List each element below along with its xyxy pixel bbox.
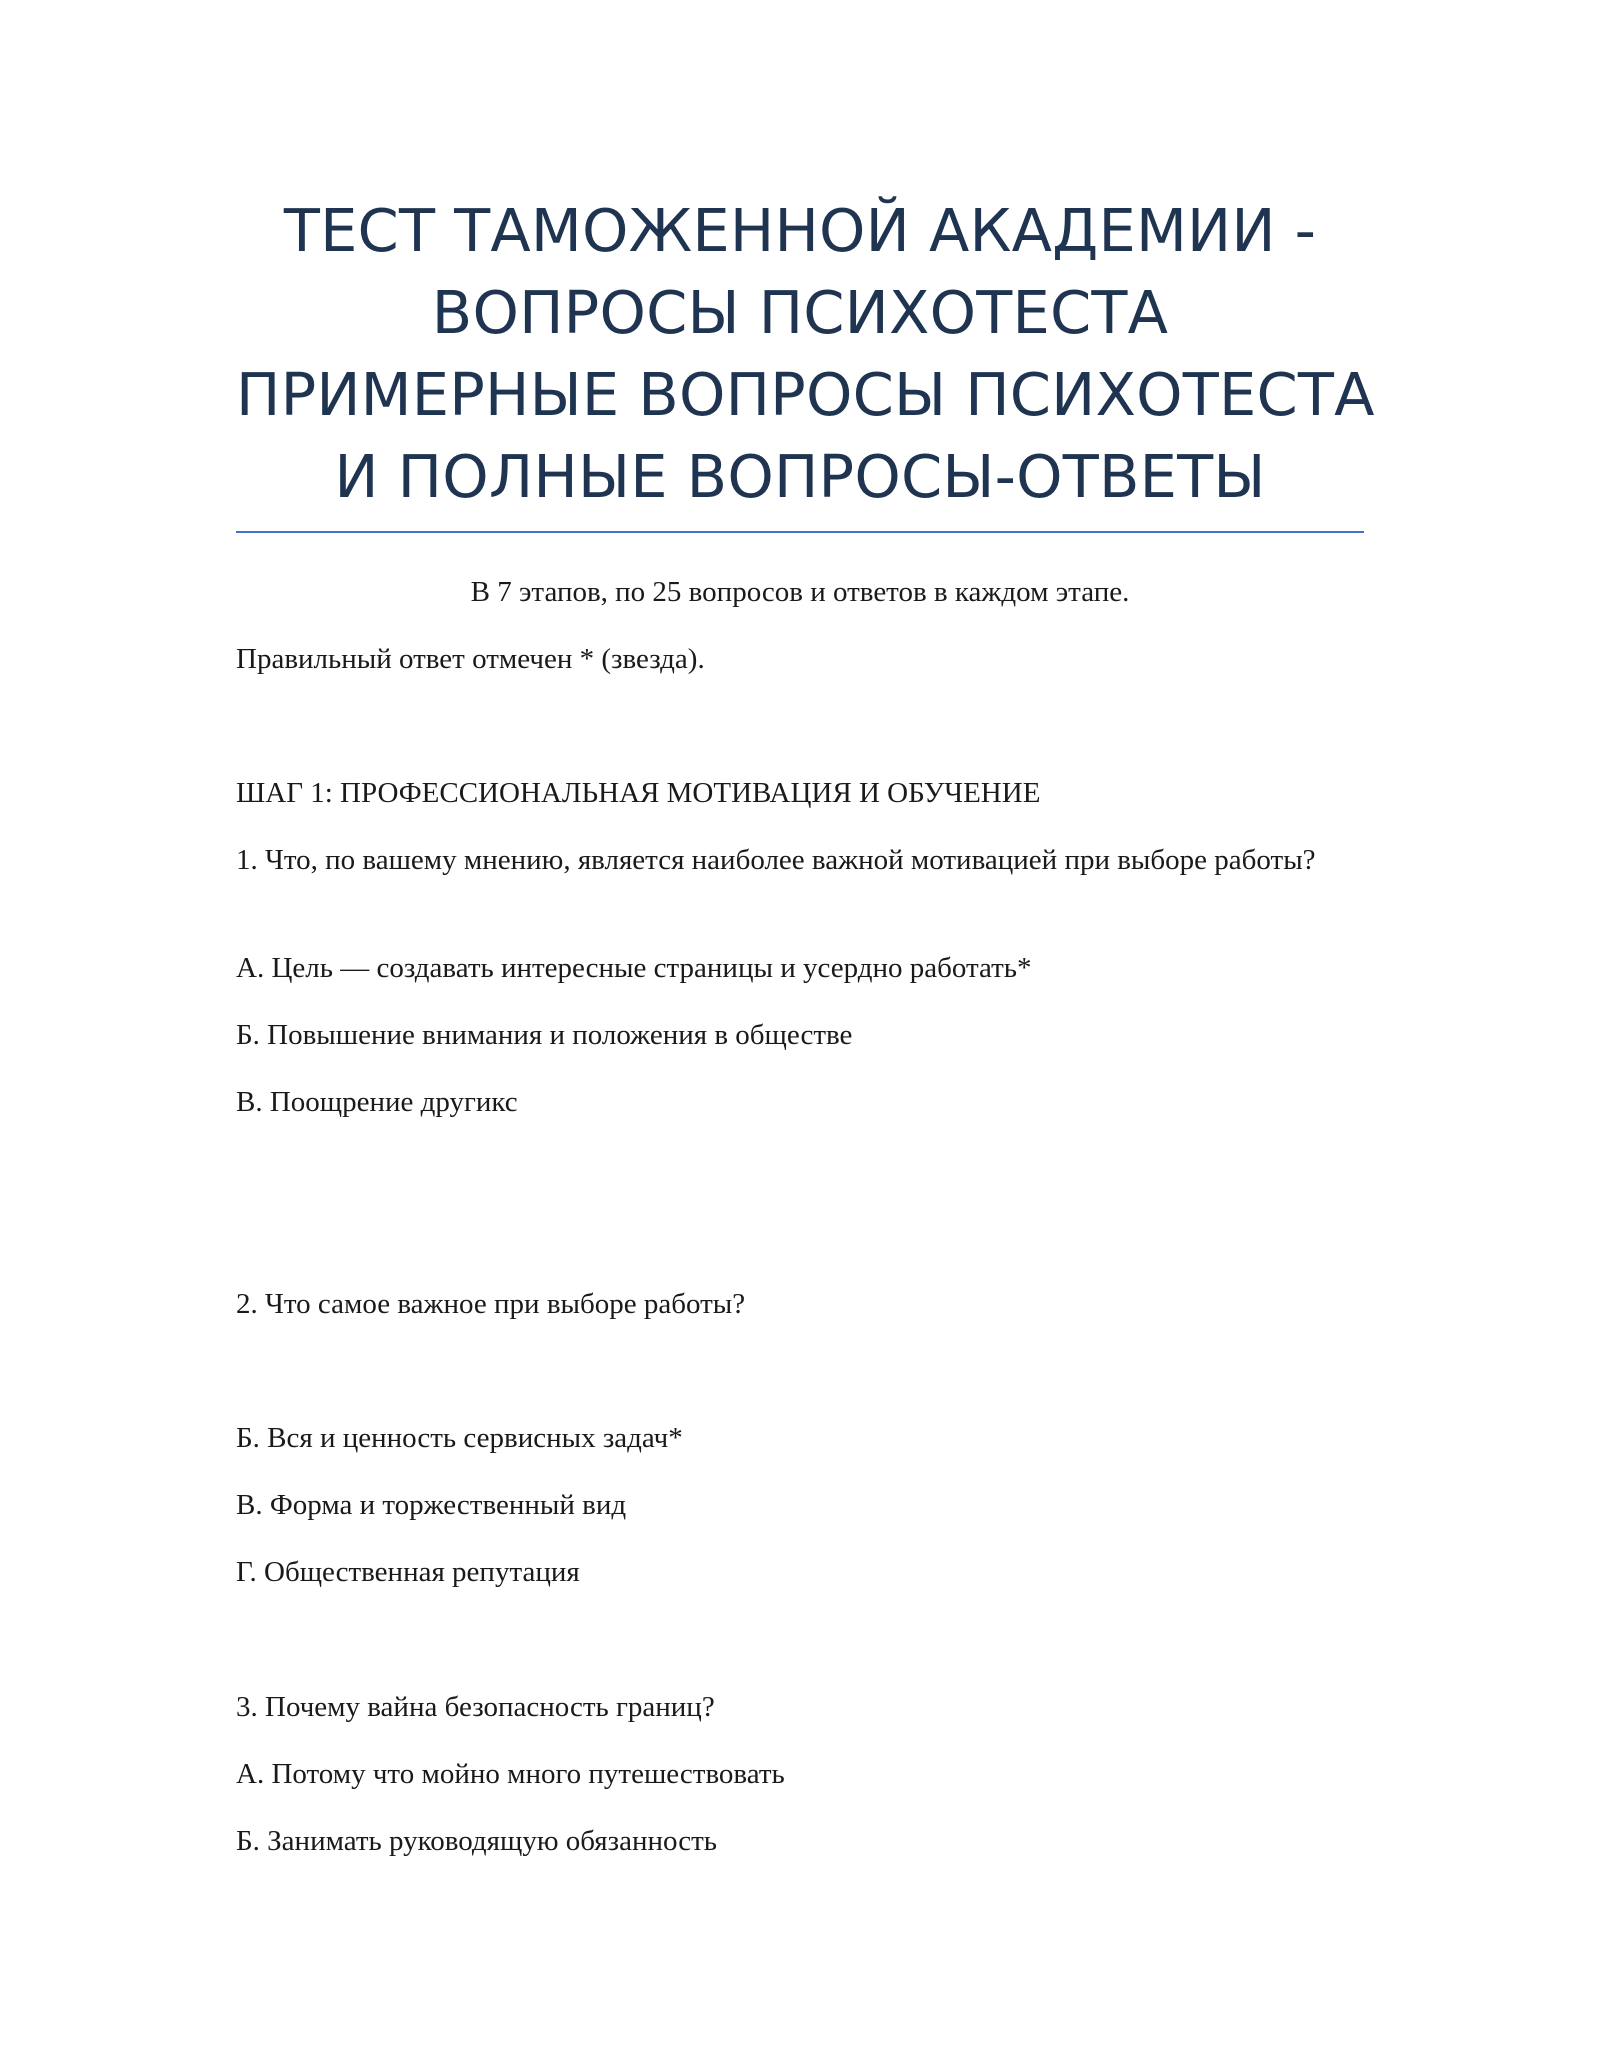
intro-text: В 7 этапов, по 25 вопросов и ответов в каждом этапе.	[470, 576, 1130, 608]
question-1: 1. Что, по вашему мнению, является наиболее важной мотивацией при выборе работы?	[236, 844, 1316, 876]
title-line-2: ВОПРОСЫ ПСИХОТЕСТА	[431, 278, 1169, 347]
question-3-answer-a: А. Потому что мойно много путешествовать	[236, 1758, 785, 1790]
question-2: 2. Что самое важное при выборе работы?	[236, 1288, 746, 1320]
title-divider	[236, 531, 1364, 533]
question-1-answer-b: Б. Повышение внимания и положения в обществе	[236, 1019, 853, 1051]
question-3-answer-b: Б. Занимать руководящую обязанность	[236, 1825, 717, 1857]
title-line-4: И ПОЛНЫЕ ВОПРОСЫ-ОТВЕТЫ	[334, 442, 1266, 511]
question-2-answer-d: Г. Общественная репутация	[236, 1556, 580, 1588]
question-2-answer-b: Б. Вся и ценность сервисных задач*	[236, 1422, 683, 1454]
title-line-1: ТЕСТ ТАМОЖЕННОЙ АКАДЕМИИ -	[283, 196, 1317, 265]
question-2-answer-c: В. Форма и торжественный вид	[236, 1489, 627, 1521]
question-1-answer-a: А. Цель — создавать интересные страницы и усердно работать*	[236, 952, 1032, 984]
step-heading: ШАГ 1: ПРОФЕССИОНАЛЬНАЯ МОТИВАЦИЯ И ОБУЧЕНИЕ	[236, 777, 1041, 809]
answer-note: Правильный ответ отмечен * (звезда).	[236, 643, 705, 675]
question-1-answer-c: В. Поощрение другикс	[236, 1086, 518, 1118]
question-3: 3. Почему вайна безопасность границ?	[236, 1691, 715, 1723]
document-title	[236, 190, 1375, 518]
title-line-3: ПРИМЕРНЫЕ ВОПРОСЫ ПСИХОТЕСТА	[236, 360, 1375, 429]
